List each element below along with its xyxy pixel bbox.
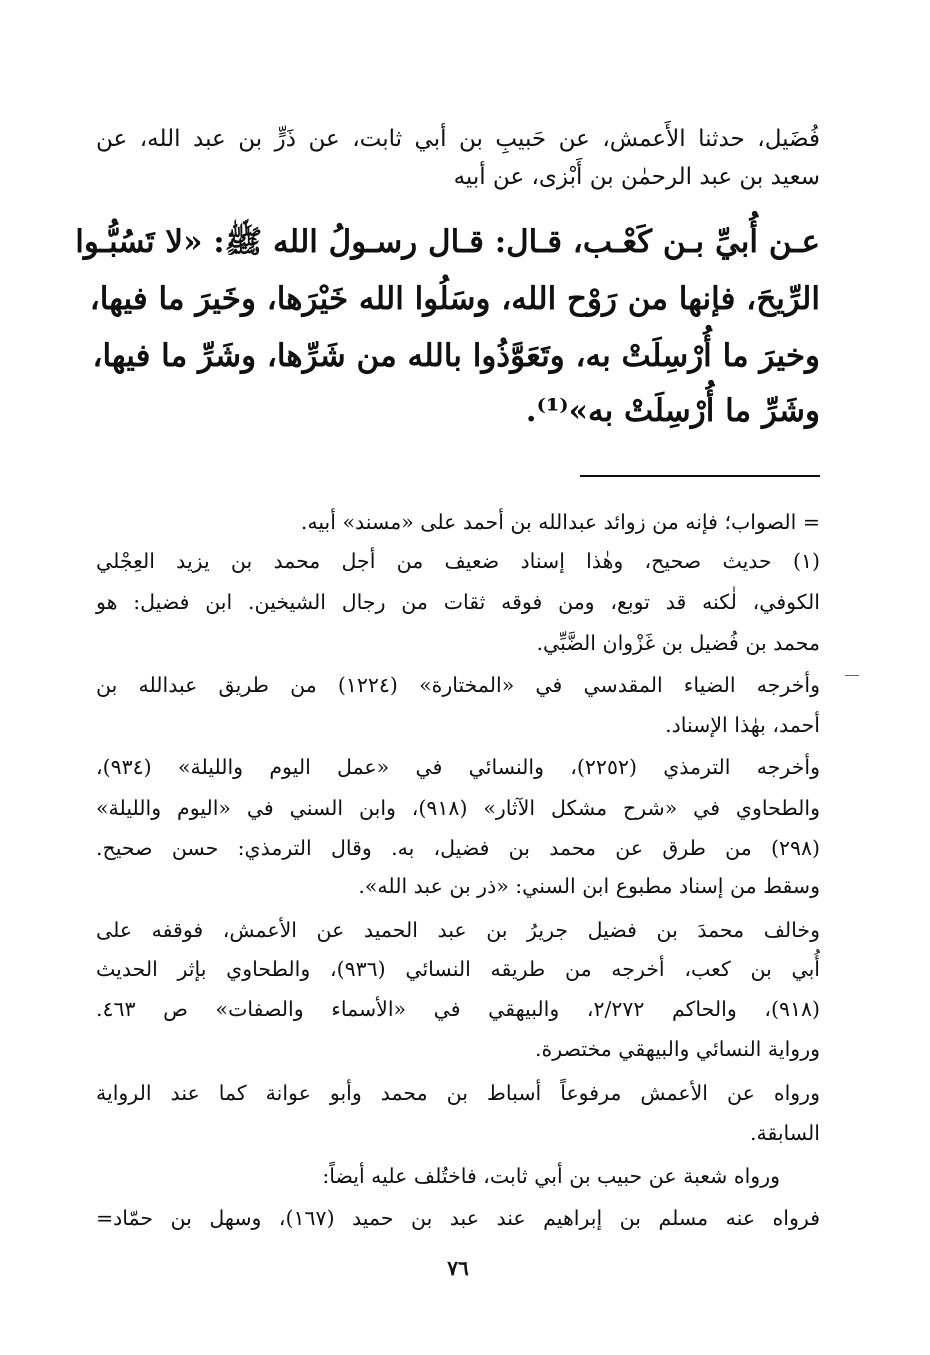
footnote-line-12: أُبي بن كعب، أخرجه من طريقه النسائي (٩٣٦)، والطحاوي بإثر الحديث — [96, 957, 820, 981]
footnote-line-5: وأخرجه الضياء المقدسي في «المختارة» (١٢٢٤) من طريق عبدالله بن — [96, 673, 820, 697]
footnote-line-15: ورواه عن الأعمش مرفوعاً أسباط بن محمد وأبو عوانة كما عند الرواية — [96, 1081, 820, 1105]
isnad-line-1: فُضَيل، حدثنا الأَعمش، عن حَبيبِ بن أبي ثابت، عن ذَرٍّ بن عبد الله، عن — [96, 126, 820, 152]
book-page — [75, 118, 820, 1355]
footnote-line-16: السابقة. — [749, 1121, 820, 1145]
footnote-line-14: ورواية النسائي والبيهقي مختصرة. — [535, 1037, 820, 1061]
hadith-line-1: عـن أُبيِّ بـن كَعْـب، قـال: قـال رسـولُ الله ﷺ: «لا تَسُبُّـوا — [75, 224, 820, 260]
footnote-line-7: وأخرجه الترمذي (٢٢٥٢)، والنسائي في «عمل اليوم والليلة» (٩٣٤)، — [96, 755, 820, 779]
footnote-line-11: وخالف محمدَ بن فضيل جريرُ بن عبد الحميد عن الأعمش، فوقفه على — [96, 918, 820, 942]
page-number: ٧٦ — [447, 1256, 469, 1280]
footnote-line-13: (٩١٨)، والحاكم ٢/٢٧٢، والبيهقي في «الأسماء والصفات» ص ٤٦٣. — [96, 997, 820, 1021]
isnad-line-2: سعيد بن عبد الرحمٰن بن أَبْزى، عن أبيه — [453, 164, 820, 190]
footnote-line-10: وسقط من إسناد مطبوع ابن السني: «ذر بن عبد الله». — [358, 874, 820, 898]
hadith-line-4: وشَرِّ ما أُرْسِلَتْ به»⁽¹⁾. — [525, 393, 820, 429]
hadith-line-3: وخيرَ ما أُرْسِلَتْ به، وتَعَوَّذُوا بالله من شَرِّها، وشَرِّ ما فيها، — [92, 338, 820, 374]
footnote-line-9: (٢٩٨) من طرق عن محمد بن فضيل، به. وقال الترمذي: حسن صحيح. — [96, 836, 820, 860]
footnote-line-6: أحمد، بهٰذا الإسناد. — [665, 713, 820, 737]
footnote-line-1: = الصواب؛ فإنه من زوائد عبدالله بن أحمد على «مسند» أبيه. — [300, 510, 820, 534]
margin-mark — [845, 675, 859, 676]
footnote-line-2: (١) حديث صحيح، وهٰذا إسناد ضعيف من أجل محمد بن يزيد العِجْلي — [96, 549, 820, 573]
footnote-line-18: فرواه عنه مسلم بن إبراهيم عند عبد بن حميد (١٦٧)، وسهل بن حمّاد= — [96, 1206, 820, 1230]
footnote-line-4: محمد بن فُضيل بن غَزْوان الضَّبِّي. — [536, 631, 820, 655]
footnote-line-3: الكوفي، لٰكنه قد توبع، ومن فوقه ثقات من رجال الشيخين. ابن فضيل: هو — [96, 590, 820, 614]
footnote-line-17: ورواه شعبة عن حبيب بن أبي ثابت، فاختُلف عليه أيضاً: — [322, 1164, 780, 1188]
footnote-line-8: والطحاوي في «شرح مشكل الآثار» (٩١٨)، وابن السني في «اليوم والليلة» — [96, 796, 820, 820]
hadith-line-2: الرِّيحَ، فإنها من رَوْح الله، وسَلُوا الله خَيْرَها، وخَيرَ ما فيها، — [89, 281, 820, 317]
footnote-separator — [580, 475, 820, 477]
